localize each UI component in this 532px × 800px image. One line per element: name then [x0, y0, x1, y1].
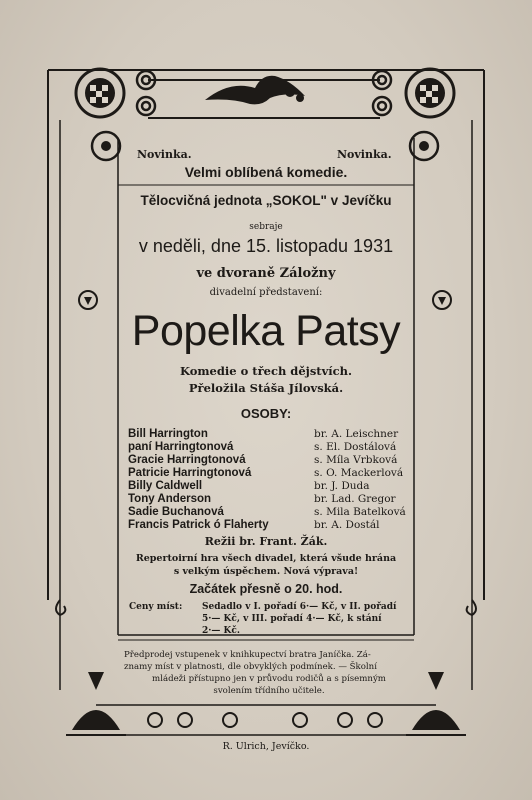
cast-actor: br. J. Duda: [314, 480, 370, 492]
cast-role: Francis Patrick ó Flaherty: [128, 519, 269, 531]
cast-row: [128, 506, 428, 519]
cast-role: Bill Harrington: [128, 428, 208, 440]
cast-actor: br. A. Leischner: [314, 428, 399, 440]
cast-row: [128, 480, 428, 493]
tagline: Velmi oblíbená komedie.: [184, 164, 348, 180]
organizer: Tělocvičná jednota „SOKOL" v Jevíčku: [140, 193, 392, 208]
printer-credit: R. Ulrich, Jevíčko.: [222, 741, 310, 752]
director-line: Režii br. Frant. Žák.: [204, 535, 328, 548]
performance-label: divadelní představení:: [209, 287, 323, 298]
cast-role: Tony Anderson: [128, 493, 212, 505]
badge-left: Novinka.: [137, 148, 192, 161]
date-line: v neděli, dne 15. listopadu 1931: [138, 236, 394, 256]
start-time: Začátek přesně o 20. hod.: [189, 582, 343, 596]
presents-verb: sebraje: [249, 222, 283, 232]
presale-line-2: znamy míst v platnosti, dle obvyklých podmínek. — Školní: [124, 662, 377, 672]
venue: ve dvoraně Záložny: [196, 266, 336, 281]
cast-actor: br. Lad. Gregor: [314, 493, 396, 505]
cast-actor: br. A. Dostál: [314, 519, 380, 531]
repertoire-line-1: Repertoirní hra všech divadel, která všude hrána: [135, 553, 397, 564]
cast-actor: s. Míla Vrbková: [314, 454, 398, 466]
presale-line-3: mládeži přístupno jen v průvodu rodičů a s písemným: [152, 674, 386, 684]
cast-row: [128, 441, 428, 454]
cast-row: [128, 519, 428, 532]
cast-actor: s. Mila Batelková: [314, 506, 406, 518]
prices-label: Ceny míst:: [129, 602, 183, 612]
prices-line-2: 5·— Kč, v III. pořadí 4·— Kč, k stání: [202, 614, 382, 624]
presale-line-1: Předprodej vstupenek v knihkupectví bratra Janíčka. Zá-: [124, 650, 371, 660]
cast-role: Sadie Buchanová: [128, 506, 224, 518]
badge-right: Novinka.: [337, 148, 392, 161]
cast-row: [128, 428, 428, 441]
subtitle-genre: Komedie o třech dějstvích.: [179, 364, 353, 378]
repertoire-line-2: s velkým úspěchem. Nová výprava!: [173, 566, 359, 577]
cast-row: [128, 493, 428, 506]
prices-line-3: 2·— Kč.: [202, 626, 240, 636]
cast-heading: OSOBY:: [240, 406, 292, 421]
cast-actor: s. El. Dostálová: [314, 441, 397, 453]
play-title: Popelka Patsy: [131, 307, 401, 355]
cast-role: Gracie Harringtonová: [128, 454, 246, 466]
prices-line-1: Sedadlo v I. pořadí 6·— Kč, v II. pořadí: [202, 602, 397, 612]
presale-line-4: svolením třídního učitele.: [213, 686, 325, 696]
cast-actor: s. O. Mackerlová: [314, 467, 404, 479]
subtitle-translator: Přeložila Stáša Jílovská.: [188, 381, 344, 395]
cast-role: Patricie Harringtonová: [128, 467, 252, 479]
cast-row: [128, 467, 428, 480]
cast-role: paní Harringtonová: [128, 441, 234, 453]
cast-role: Billy Caldwell: [128, 480, 203, 492]
cast-row: [128, 454, 428, 467]
